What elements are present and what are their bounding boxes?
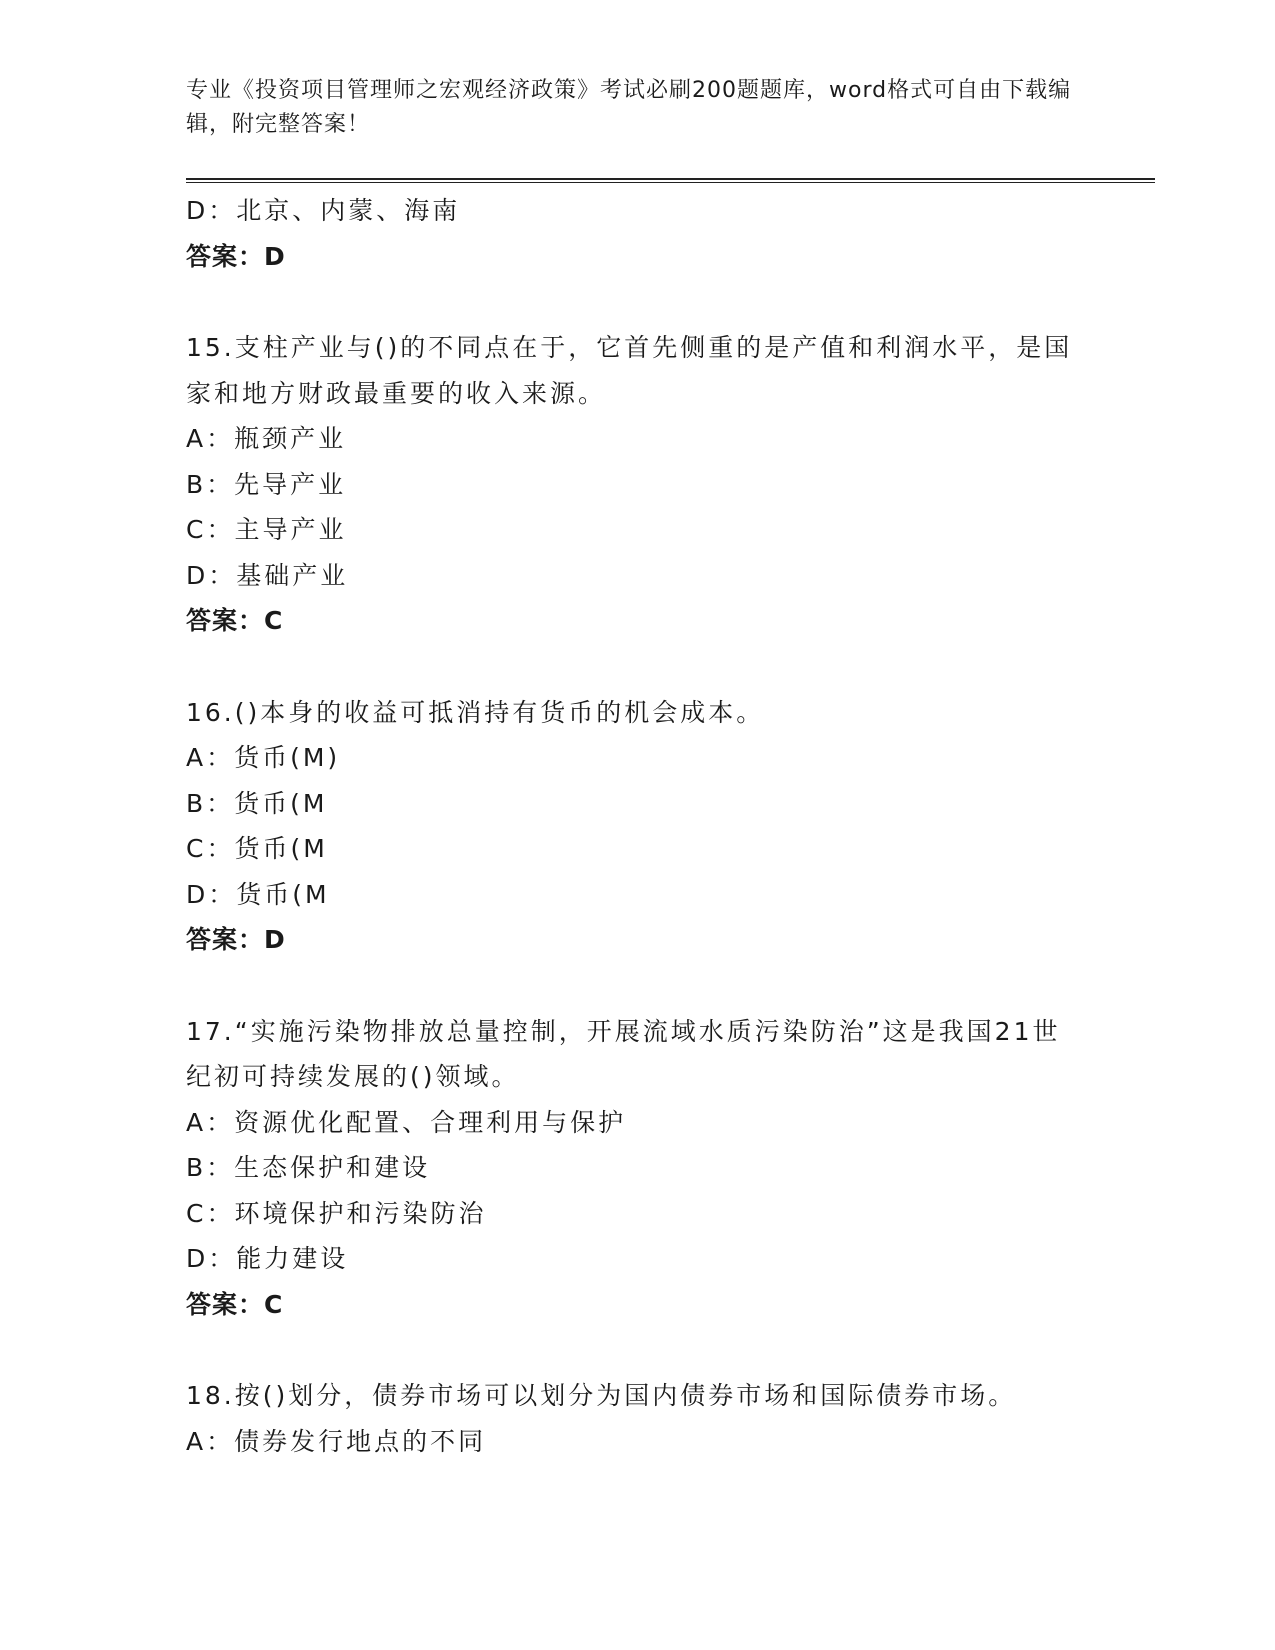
answer: 答案：D <box>186 925 286 954</box>
question-15 <box>186 325 1086 644</box>
option-a: A：货币(M) <box>186 743 341 772</box>
option-d: D：北京、内蒙、海南 <box>186 196 461 225</box>
option-a: A：瓶颈产业 <box>186 424 347 453</box>
option-d: D：能力建设 <box>186 1244 349 1273</box>
document-body <box>186 188 1086 1464</box>
document-header: 专业《投资项目管理师之宏观经济政策》考试必刷200题题库，word格式可自由下载编辑，附完整答案！ <box>186 78 1072 137</box>
option-d: D：货币(M <box>186 879 330 909</box>
option-c: C：货币(M <box>186 834 328 863</box>
question-16 <box>186 690 1086 963</box>
option-a: A：资源优化配置、合理利用与保护 <box>186 1107 627 1137</box>
option-b: B：货币(M <box>186 788 328 818</box>
question-stem: 17.“实施污染物排放总量控制，开展流域水质污染防治”这是我国21世纪初可持续发展的()领域。 <box>186 1016 1061 1091</box>
option-b: B：生态保护和建设 <box>186 1153 431 1182</box>
question-18 <box>186 1373 1086 1464</box>
answer: 答案：D <box>186 241 286 271</box>
option-a: A：债券发行地点的不同 <box>186 1426 487 1456</box>
answer: 答案：C <box>186 606 284 635</box>
question-17 <box>186 1009 1086 1328</box>
option-c: C：环境保护和污染防治 <box>186 1198 487 1228</box>
question-stem: 15.支柱产业与()的不同点在于，它首先侧重的是产值和利润水平，是国家和地方财政最重要的收入来源。 <box>186 333 1073 408</box>
header-divider <box>186 178 1155 183</box>
option-b: B：先导产业 <box>186 469 347 499</box>
question-stem: 18.按()划分，债券市场可以划分为国内债券市场和国际债券市场。 <box>186 1381 1017 1410</box>
option-d: D：基础产业 <box>186 560 349 590</box>
option-c: C：主导产业 <box>186 515 347 544</box>
answer: 答案：C <box>186 1289 284 1319</box>
question-stem: 16.()本身的收益可抵消持有货币的机会成本。 <box>186 697 765 727</box>
